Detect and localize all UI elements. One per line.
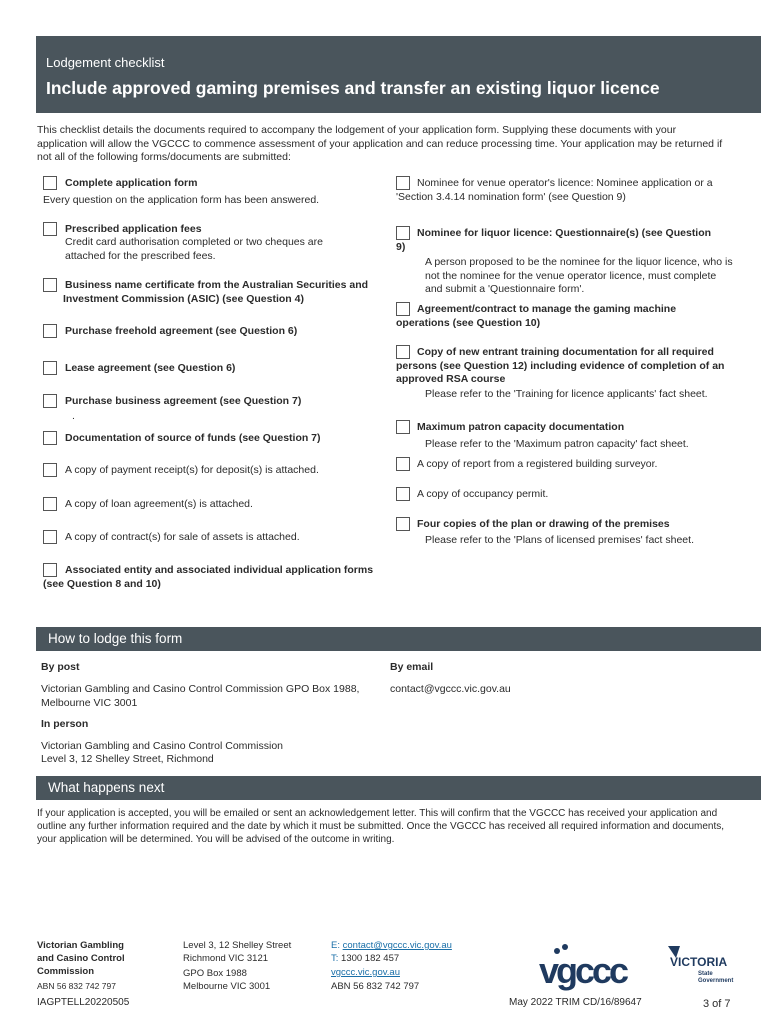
item-text: A copy of payment receipt(s) for deposit(s) is attached. — [65, 464, 319, 476]
checkbox-application-fees[interactable] — [43, 222, 57, 236]
vgccc-logo-graphic — [537, 937, 659, 991]
footer-email-link[interactable]: contact@vgccc.vic.gov.au — [342, 940, 452, 951]
footer-address-3: GPO Box 1988 — [183, 968, 247, 979]
checkbox-payment-receipt[interactable] — [43, 463, 57, 477]
footer-org-1: Victorian Gambling — [37, 940, 124, 951]
in-person-label: In person — [41, 718, 89, 730]
item-title: Associated entity and associated individual application forms (see Question 8 and 10) — [43, 564, 374, 590]
footer-address-4: Melbourne VIC 3001 — [183, 981, 271, 992]
item-title: Prescribed application fees — [65, 223, 202, 235]
item-text: Nominee for venue operator's licence: Nominee application or a 'Section 3.4.14 nomination form' (see Question 9) — [396, 177, 713, 203]
post-label: By post — [41, 661, 80, 673]
footer-form-code: IAGPTELL20220505 — [37, 997, 130, 1008]
email-label: By email — [390, 661, 434, 673]
item-text: A copy of report from a registered building surveyor. — [417, 458, 658, 470]
vgccc-logo-text: vgccc — [539, 950, 627, 991]
victoria-government-logo — [668, 944, 738, 984]
item-text: A copy of contract(s) for sale of assets is attached. — [65, 531, 300, 543]
checkbox-lease-agreement[interactable] — [43, 361, 57, 375]
section-title: How to lodge this form — [48, 631, 183, 646]
item-desc: Every question on the application form has been answered. — [43, 194, 320, 206]
in-person-line-1: Victorian Gambling and Casino Control Commission — [41, 740, 283, 752]
checkbox-purchase-business[interactable] — [43, 394, 57, 408]
next-text: If your application is accepted, you will be emailed or sent an acknowledgement letter. This will confirm that the VGCCC has received your application and outline any further information required and the date by which it must be submitted. Once the VGCCC has received all required information and documents, your application will be determined. You will be advised of the outcome in writing. — [37, 808, 725, 845]
footer-abn-small: ABN 56 832 742 797 — [37, 981, 116, 991]
footer-phone-line — [331, 952, 399, 965]
item-title: Purchase freehold agreement (see Question 6) — [65, 325, 298, 337]
item-desc: Please refer to the 'Maximum patron capacity' fact sheet. — [425, 438, 689, 450]
item-title: Maximum patron capacity documentation — [417, 421, 625, 433]
in-person-line-2: Level 3, 12 Shelley Street, Richmond — [41, 753, 214, 765]
victoria-gov-text: Government — [698, 978, 734, 984]
footer-email-line — [331, 939, 452, 952]
checkbox-complete-application[interactable] — [43, 176, 57, 190]
footer-address-1: Level 3, 12 Shelley Street — [183, 940, 292, 951]
victoria-logo-graphic — [668, 944, 738, 984]
phone-prefix: T: — [331, 953, 342, 964]
page-number: 3 of 7 — [703, 998, 731, 1010]
checkbox-patron-capacity[interactable] — [396, 420, 410, 434]
footer-phone: 1300 182 457 — [341, 953, 400, 964]
item-title: Purchase business agreement (see Question 7) — [65, 395, 302, 407]
checkbox-plan-copies[interactable] — [396, 517, 410, 531]
checkbox-loan-agreement[interactable] — [43, 497, 57, 511]
header-subtitle: Lodgement checklist — [46, 55, 165, 70]
item-title: Lease agreement (see Question 6) — [65, 362, 236, 374]
victoria-state-text: State — [698, 971, 713, 977]
item-title: Business name certificate from the Australian Securities and Investment Commission (ASIC) (see Question 4) — [63, 279, 369, 305]
checkbox-source-of-funds[interactable] — [43, 431, 57, 445]
item-title: Documentation of source of funds (see Question 7) — [65, 432, 321, 444]
item-desc: Credit card authorisation completed or two cheques are attached for the prescribed fees. — [65, 236, 323, 262]
checkbox-purchase-freehold[interactable] — [43, 324, 57, 338]
checkbox-building-surveyor[interactable] — [396, 457, 410, 471]
item-title: Four copies of the plan or drawing of the premises — [417, 518, 670, 530]
checkbox-business-name-certificate[interactable] — [43, 278, 57, 292]
footer-date-trim: May 2022 TRIM CD/16/89647 — [509, 997, 642, 1008]
item-desc: A person proposed to be the nominee for the liquor licence, who is not the nominee for the venue operator licence, must complete and submit a 'Questionnaire form'. — [425, 256, 733, 295]
footer-org-2: and Casino Control — [37, 953, 125, 964]
footer-abn: ABN 56 832 742 797 — [331, 981, 420, 992]
email-address[interactable]: contact@vgccc.vic.gov.au — [390, 683, 511, 695]
item-text: A copy of loan agreement(s) is attached. — [65, 498, 253, 510]
item-text: A copy of occupancy permit. — [417, 488, 549, 500]
footer-website-link[interactable]: vgccc.vic.gov.au — [331, 967, 400, 978]
item-title: Nominee for liquor licence: Questionnaire(s) (see Question 9) — [396, 227, 712, 253]
item-dot: . — [72, 410, 75, 422]
checkbox-contract-sale[interactable] — [43, 530, 57, 544]
item-desc: Please refer to the 'Plans of licensed premises' fact sheet. — [425, 534, 694, 546]
post-address: Victorian Gambling and Casino Control Commission GPO Box 1988, Melbourne VIC 3001 — [41, 683, 360, 709]
vgccc-logo — [537, 937, 659, 991]
email-prefix: E: — [331, 940, 343, 951]
item-title: Copy of new entrant training documentation for all required persons (see Question 12) including evidence of completion of an approved RSA course — [396, 346, 725, 385]
section-title: What happens next — [48, 780, 165, 795]
item-desc: Please refer to the 'Training for licence applicants' fact sheet. — [425, 388, 708, 400]
page-header — [36, 36, 761, 113]
victoria-logo-text: VICTORIA — [670, 955, 728, 969]
item-title: Agreement/contract to manage the gaming machine operations (see Question 10) — [396, 303, 677, 329]
section-header-next — [36, 776, 761, 800]
footer-address-2: Richmond VIC 3121 — [183, 953, 269, 964]
section-header-lodge — [36, 627, 761, 651]
checkbox-occupancy-permit[interactable] — [396, 487, 410, 501]
footer-org-3: Commission — [37, 966, 95, 977]
item-title: Complete application form — [65, 177, 198, 189]
intro-text: This checklist details the documents required to accompany the lodgement of your application form. Supplying these documents with your application will allow the VGCCC to commence assessment of your application and can reduce processing time. Your application may be returned if not all of the following forms/documents are submitted: — [37, 124, 723, 163]
page-title: Include approved gaming premises and transfer an existing liquor licence — [46, 78, 660, 98]
